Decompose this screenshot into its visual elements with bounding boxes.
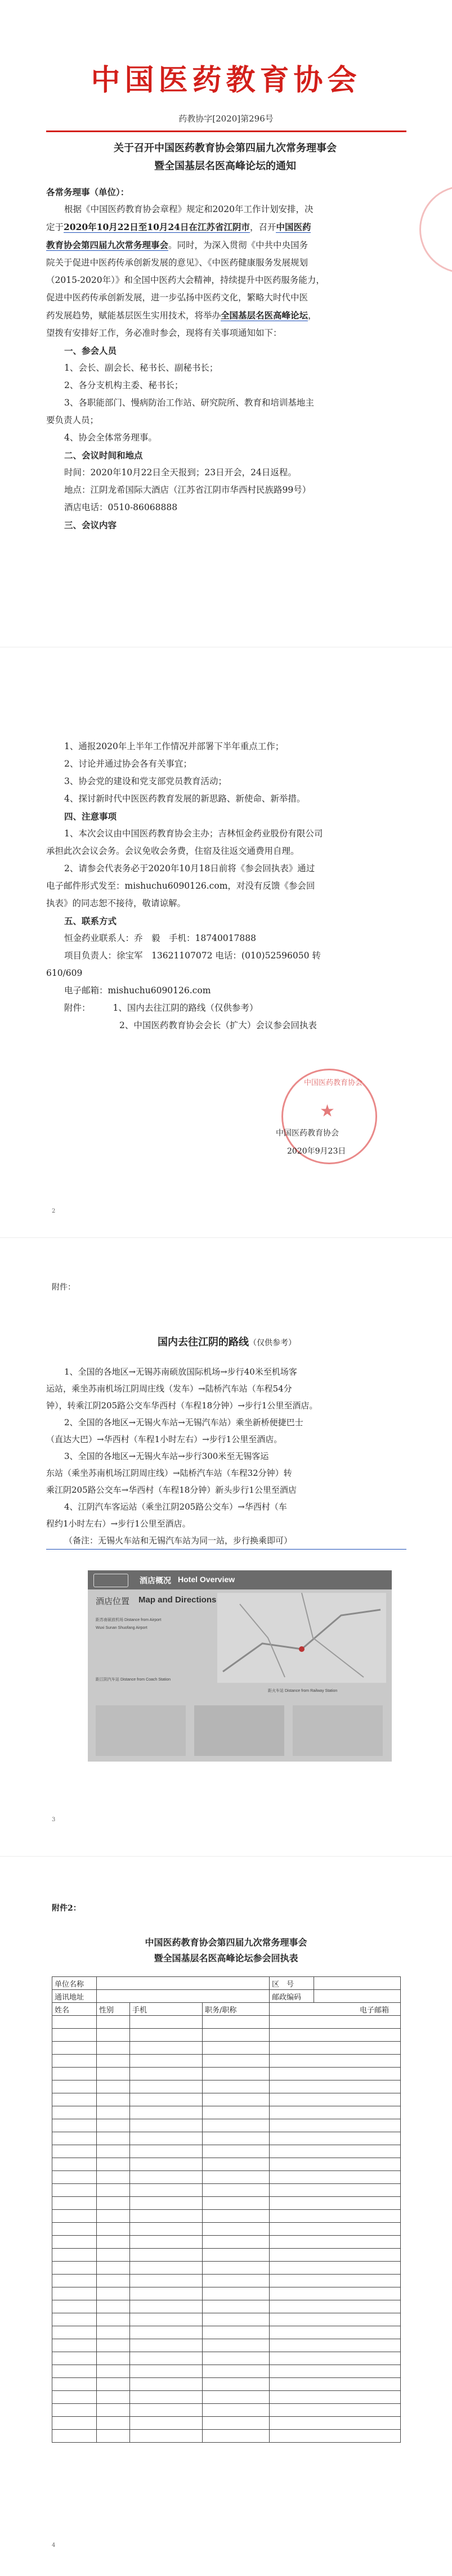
form-title-line-1: 中国医药教育协会第四届九次常务理事会 [145,1937,307,1948]
table-row[interactable] [52,2287,401,2300]
table-header-row [52,2003,401,2016]
section-1-item: 3、各职能部门、慢病防治工作站、研究院所、教育和培训基地主 [64,398,314,408]
map-header-en: Hotel Overview [178,1575,235,1584]
section-3-title: 三、会议内容 [64,520,117,530]
table-row[interactable] [52,2249,401,2262]
section-1-item: 2、各分支机构主委、秘书长； [64,380,184,390]
page-separator [0,1856,452,1857]
table-row[interactable] [52,2262,401,2275]
intro-line: （2015-2020年）》和全国中医药大会精神，持续提升中医药服务能力， [46,275,325,285]
table-row[interactable] [52,2210,401,2223]
table-cell: 单位名称 [52,1977,97,1990]
attachment-2-label: 附件2： [52,1904,81,1913]
table-row[interactable] [52,2339,401,2352]
intro-line: 根据《中国医药教育协会章程》规定和2020年工作计划安排，决 [64,204,314,214]
section-4-line: 电子邮件形式发至：mishuchu6090126.com，对没有反馈《参会回 [46,881,315,891]
table-row[interactable] [52,2132,401,2145]
map-note: 距苏南硕放机场 Distance from Airport [96,1618,162,1622]
table-row[interactable] [52,2119,401,2132]
route-line: 3、全国的各地区→无锡火车站→步行300米至无锡客运 [64,1451,269,1461]
map-header-cn: 酒店概况 [140,1576,171,1585]
table-row[interactable] [52,2417,401,2430]
document-title-line-1: 关于召开中国医药教育协会第四届九次常务理事会 [114,142,337,154]
document-title-line-2: 暨全国基层名医高峰论坛的通知 [154,160,296,172]
table-row[interactable] [52,2145,401,2158]
seal-text: 中国医药教育协会 [304,1079,363,1087]
section-2-line: 酒店电话：0510-86068888 [64,502,178,512]
partial-seal [419,186,452,276]
table-row[interactable] [52,2313,401,2326]
contact-line: 项目负责人：徐宝军 13621107072 电话：(010)52596050 转 [64,951,321,961]
column-header: 职务/职称 [203,2003,270,2016]
map-note: 距江阴汽车站 Distance from Coach Station [96,1678,171,1682]
column-header: 姓名 [52,2003,97,2016]
registration-table [52,1976,401,2443]
table-cell: 邮政编码 [270,1990,314,2003]
section-3-item: 2、讨论并通过协会各有关事宜； [64,759,192,769]
route-line: 乘江阴205路公交车→华西村（车程18分钟）新头步行1公里至酒店 [46,1485,297,1495]
table-row[interactable] [52,2029,401,2042]
route-line: 程约1小时左右）→步行1公里至酒店。 [46,1519,191,1529]
table-row[interactable] [52,2404,401,2417]
route-text [46,1363,406,1550]
intro-line: 促进中医药传承创新发展，进一步弘扬中医药文化，繁略大时代中医 [46,292,308,303]
table-row[interactable] [52,2275,401,2287]
table-row[interactable] [52,2197,401,2210]
section-3-item: 4、探讨新时代中医医药教育发展的新思路、新使命、新举措。 [64,794,306,804]
map-note: 距火车站 Distance from Railway Station [268,1689,338,1693]
table-cell[interactable] [314,1977,401,1990]
table-row[interactable] [52,2093,401,2106]
salutation: 各常务理事（单位）： [46,187,129,197]
section-2-line: 时间：2020年10月22日全天报到；23日开会，24日返程。 [64,467,297,478]
attachment-1: 1、国内去往江阴的路线（仅供参考） [113,1003,258,1013]
intro-line: 定于2020年10月22日至10月24日在江苏省江阴市，召开中国医药 [46,222,311,232]
route-line: （直达大巴）→华西村（车程1小时左右）→步行1公里至酒店。 [46,1434,283,1444]
section-4-line: 2、请参会代表务必于2020年10月18日前将《参会回执表》通过 [64,863,315,873]
section-2-line: 地点：江阴龙希国际大酒店（江苏省江阴市华西村民族路99号） [64,485,311,495]
table-row[interactable] [52,2223,401,2236]
table-row[interactable] [52,2042,401,2055]
route-line: 2、全国的各地区→无锡火车站→无锡汽车站）乘坐新桥便捷巴士 [64,1417,303,1427]
column-header: 手机 [130,2003,203,2016]
section-1-item: 4、协会全体常务理事。 [64,433,157,443]
table-row[interactable] [52,2016,401,2029]
signature-org: 中国医药教育协会 [276,1129,339,1138]
page-number: 2 [52,1208,56,1214]
map-header [88,1570,392,1589]
table-row [52,1990,401,2003]
page-number: 4 [52,2542,56,2548]
intro-line: 望拨有安排好工作，务必准时参会，现将有关事项通知如下： [46,328,282,338]
document-title [51,139,400,175]
map-sub-en: Map and Directions [138,1595,217,1605]
column-header: 性别 [97,2003,130,2016]
section-4-line: 承担此次会议会务。会议免收会务费，住宿及往返交通费用自理。 [46,846,299,856]
table-row[interactable] [52,2430,401,2443]
table-row[interactable] [52,2352,401,2365]
table-row[interactable] [52,2158,401,2171]
body-text-continued [46,738,406,1034]
contact-line: 恒金药业联系人：乔 毅 手机：18740017888 [64,933,256,943]
contact-email: 电子邮箱：mishuchu6090126.com [64,985,211,996]
table-row [52,1977,401,1990]
table-row[interactable] [52,2171,401,2184]
intro-line: 药发展趋势，赋能基层医生实用技术，将举办全国基层名医高峰论坛， [46,310,317,321]
table-row[interactable] [52,2080,401,2093]
attachment-2: 2、中国医药教育协会会长（扩大）会议参会回执表 [119,1020,317,1030]
seal-star-icon: ★ [320,1101,335,1121]
route-line: 4、江阴汽车客运站（乘坐江阴205路公交车）→华西村（车 [64,1502,287,1512]
intro-line: 教育协会第四届九次常务理事会。同时，为深入贯彻《中共中央国务 [46,240,308,250]
route-title: 国内去往江阴的路线（仅供参考） [158,1336,296,1348]
section-4-title: 四、注意事项 [64,811,117,822]
table-row[interactable] [52,2106,401,2119]
page-number: 3 [52,1817,56,1823]
page-separator [0,1237,452,1238]
intro-line: 院关于促进中医药传承创新发展的意见》、《中医药健康服务发展规划 [46,258,308,268]
table-cell[interactable] [97,1990,270,2003]
table-cell: 通讯地址 [52,1990,97,2003]
table-row[interactable] [52,2055,401,2068]
section-3-item: 3、协会党的建设和党支部党员教育活动； [64,776,227,786]
route-line: 1、全国的各地区→无锡苏南硕放国际机场→步行40米至机场客 [64,1367,297,1377]
section-4-line: 执表》的同志恕不接待，敬请谅解。 [46,898,186,908]
section-1-item: 要负责人员； [46,415,99,425]
red-divider [46,130,406,132]
route-line: 东站（乘坐苏南机场江阴周庄线）→陆桥汽车站（车程32分钟）转 [46,1468,292,1478]
table-row[interactable] [52,2184,401,2197]
map-sub-cn: 酒店位置 [96,1597,130,1606]
route-note: （仅供参考） [249,1339,296,1348]
form-title-line-2: 暨全国基层名医高峰论坛参会回执表 [154,1953,298,1963]
attachments-label: 附件： [64,1003,91,1013]
table-row[interactable] [52,2365,401,2378]
column-header: 电子邮箱 [270,2003,401,2016]
route-line: 运站，乘坐苏南机场江阴周庄线（发车）→陆桥汽车站（车程54分 [46,1384,292,1394]
body-text [46,183,406,534]
table-row[interactable] [52,2068,401,2080]
contact-line: 610/609 [46,968,83,978]
section-2-title: 二、会议时间和地点 [64,450,143,461]
table-row[interactable] [52,2326,401,2339]
table-cell[interactable] [314,1990,401,2003]
hotel-map-image [88,1570,392,1762]
map-note: Wuxi Sunan Shuofang Airport [96,1626,147,1630]
org-title: 中国医药教育协会 [91,64,361,97]
section-1-title: 一、参会人员 [64,345,117,356]
table-row[interactable] [52,2300,401,2313]
signature-date: 2020年9月23日 [287,1147,346,1156]
section-1-item: 1、会长、副会长、秘书长、副秘书长； [64,363,218,373]
transit-thumbnail-strip [96,1705,383,1756]
table-cell[interactable] [97,1977,270,1990]
hotel-logo [93,1574,128,1587]
table-cell: 区 号 [270,1977,314,1990]
table-row[interactable] [52,2378,401,2391]
document-number: 药教协字[2020]第296号 [178,114,274,124]
road-map-graphic [217,1593,386,1683]
route-line: 钟），转乘江阴205路公交车华西村（车程18分钟）→步行1公里至酒店。 [46,1400,318,1411]
table-row[interactable] [52,2391,401,2404]
route-remark: （备注：无锡火车站和无锡汽车站为同一站，步行换乘即可） [46,1532,406,1550]
table-row[interactable] [52,2236,401,2249]
section-4-line: 1、本次会议由中国医药教育协会主办；吉林恒金药业股份有限公司 [64,828,323,839]
section-5-title: 五、联系方式 [64,916,117,926]
section-3-item: 1、通报2020年上半年工作情况并部署下半年重点工作； [64,741,284,751]
attachment-1-label: 附件： [52,1283,75,1292]
attachment-line [46,999,406,1017]
